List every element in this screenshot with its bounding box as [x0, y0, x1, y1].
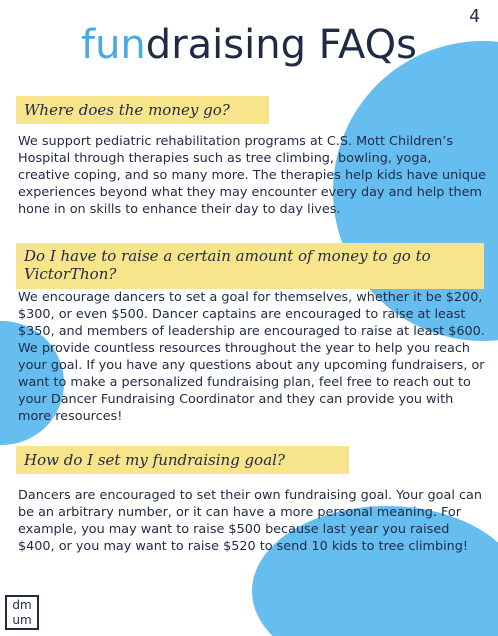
logo-line-2: um: [12, 613, 32, 627]
faq-answer-1: We support pediatric rehabilitation programs at C.S. Mott Children’s Hospital through therapies such as tree climbing, bowling, yoga, creative coping, and so many more. The therapies help kids have unique experiences beyond what they may encounter every day and help them hone in on skills to enhance their day to day lives.: [18, 134, 486, 217]
faq-question-3: How do I set my fundraising goal?: [16, 446, 349, 474]
title-main-text: draising FAQs: [145, 22, 417, 68]
faq-question-2: Do I have to raise a certain amount of money to go to VictorThon?: [16, 243, 484, 289]
title-accent-text: fun: [81, 22, 146, 68]
page-number: 4: [469, 6, 480, 27]
faq-answer-3: Dancers are encouraged to set their own fundraising goal. Your goal can be an arbitrary number, or it can have a more personal meaning. For example, you may want to raise $500 because last year you raised $400, or you may want to raise $520 to send 10 kids to tree climbing!: [18, 488, 482, 554]
logo-line-1: dm: [12, 598, 32, 612]
page-title: [0, 22, 498, 68]
faq-question-1: Where does the money go?: [16, 96, 269, 124]
faq-answer-2: We encourage dancers to set a goal for themselves, whether it be $200, $300, or even $500. Dancer captains are encouraged to raise at least $350, and members of leadership are encouraged to raise at least $600. We provide countless resources throughout the year to help you reach your goal. If you have any questions about any upcoming fundraisers, or want to make a personalized fundraising plan, feel free to reach out to your Dancer Fundraising Coordinator and they can provide you with more resources!: [18, 290, 485, 424]
dmum-logo: [5, 595, 39, 630]
